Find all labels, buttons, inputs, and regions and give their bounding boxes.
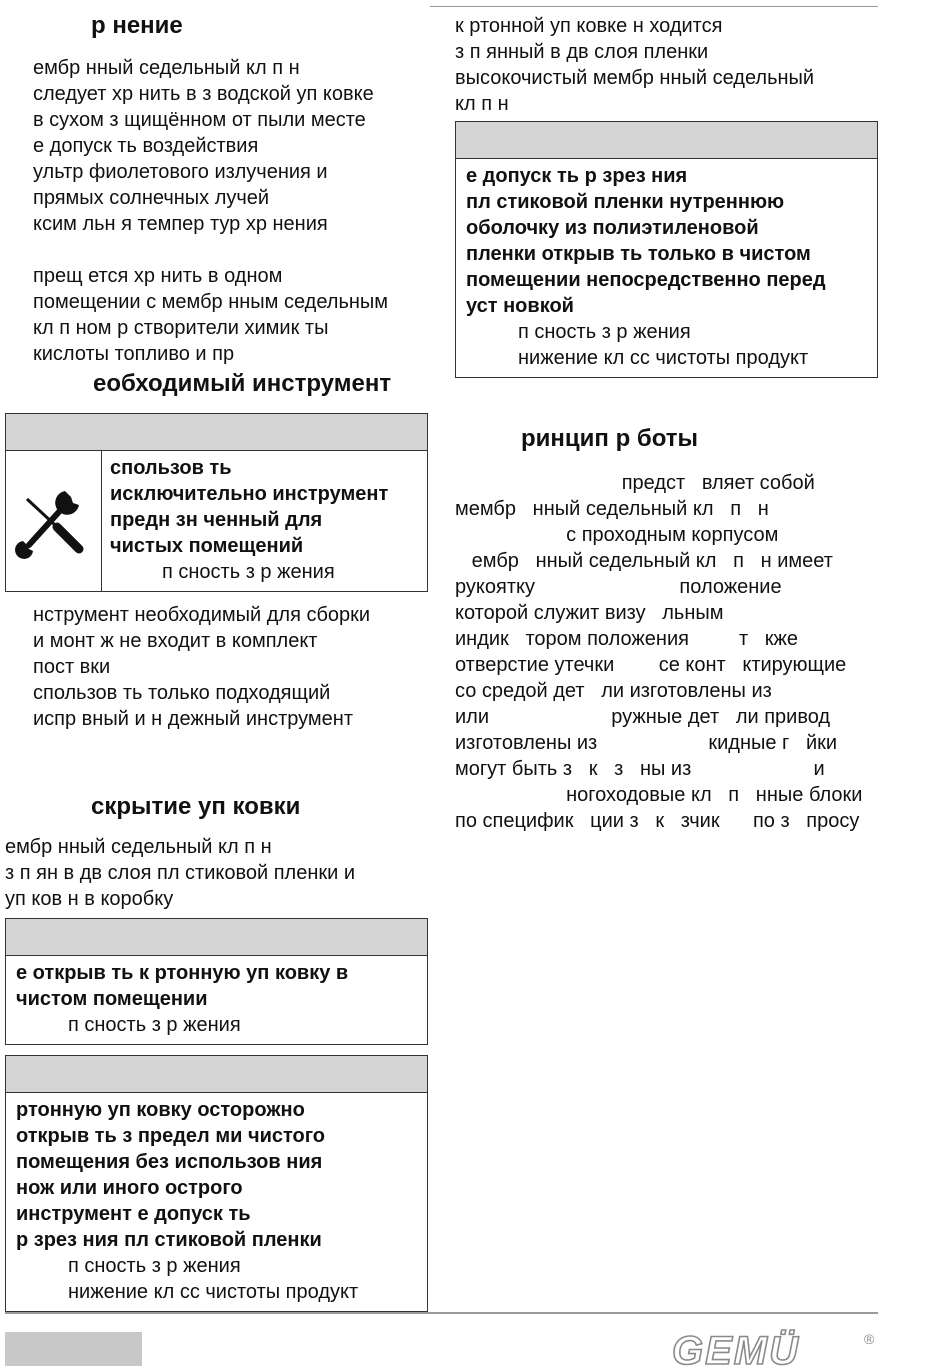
intro-line: кл п н — [455, 93, 509, 115]
storage-text — [5, 55, 428, 367]
tools-line: пост вки — [33, 656, 111, 678]
warning-note: п сность з р жения — [162, 561, 335, 583]
warning-line: нож или иного острого — [16, 1177, 243, 1199]
tools-warning-box — [5, 413, 428, 592]
logo-text: GEMÜ — [672, 1329, 800, 1368]
storage-line: кл п ном р створители химик ты — [33, 317, 329, 339]
principle-line: мембр нный седельный кл п н — [455, 498, 769, 520]
principle-line: ногоходовые кл п нные блоки — [455, 784, 863, 806]
unpack-warning-1-body — [6, 956, 427, 1044]
warning-note: нижение кл сс чистоты продукт — [68, 1281, 359, 1303]
principle-line: отверстие утечки се конт ктирующие — [455, 654, 847, 676]
tools-after-text — [5, 602, 428, 732]
storage-title: р нение — [91, 12, 183, 39]
tools-line: спользов ть только подходящий — [33, 682, 331, 704]
wrench-screwdriver-icon — [6, 451, 102, 591]
cut-warning-header — [456, 122, 877, 159]
storage-line: ксим льн я темпер тур хр нения — [33, 213, 328, 235]
warning-note: п сность з р жения — [68, 1014, 241, 1036]
intro-text — [455, 13, 878, 117]
unpack-warning-1-header — [6, 919, 427, 956]
tools-title: еобходимый инструмент — [93, 370, 392, 397]
storage-line: прещ ется хр нить в одном — [33, 265, 283, 287]
principle-line: или ружные дет ли привод — [455, 706, 831, 728]
storage-line: следует хр нить в з водской уп ковке — [33, 83, 374, 105]
warning-line: ртонную уп ковку осторожно — [16, 1099, 305, 1121]
principle-line: изготовлены из кидные г йки — [455, 732, 838, 754]
tools-line: и монт ж не входит в комплект — [33, 630, 318, 652]
warning-line: оболочку из полиэтиленовой — [466, 217, 759, 239]
warning-line: помещения без использов ния — [16, 1151, 323, 1173]
warning-note: нижение кл сс чистоты продукт — [518, 347, 809, 369]
warning-line: чистом помещении — [16, 988, 208, 1010]
bottom-rule — [5, 1312, 878, 1314]
unpack-title: скрытие уп ковки — [91, 793, 301, 820]
principle-line: которой служит визу льным — [455, 602, 724, 624]
principle-line: со средой дет ли изготовлены из — [455, 680, 772, 702]
principle-line: с проходным корпусом — [455, 524, 779, 546]
unpack-warning-2-body — [6, 1093, 427, 1311]
cut-warning-body — [456, 159, 877, 377]
warning-line: е открыв ть к ртонную уп ковку в — [16, 962, 349, 984]
gemu-logo — [668, 1328, 880, 1368]
storage-line: ультр фиолетового излучения и — [33, 161, 328, 183]
principle-line: рукоятку положение — [455, 576, 782, 598]
principle-line: предст вляет собой — [455, 472, 815, 494]
warning-line: пл стиковой пленки нутреннюю — [466, 191, 785, 213]
unpack-text — [5, 834, 428, 912]
unpack-line: уп ков н в коробку — [5, 888, 174, 910]
warning-line: открыв ть з предел ми чистого — [16, 1125, 326, 1147]
unpack-warning-box-1 — [5, 918, 428, 1045]
warning-note: п сность з р жения — [68, 1255, 241, 1277]
tools-line: нструмент необходимый для сборки — [33, 604, 371, 626]
warning-line: предн зн ченный для — [110, 509, 323, 531]
principle-title: ринцип р боты — [521, 425, 699, 452]
warning-line: инструмент е допуск ть — [16, 1203, 251, 1225]
left-column — [5, 0, 428, 1312]
warning-line: помещении непосредственно перед — [466, 269, 826, 291]
page-number-bar — [5, 1332, 142, 1366]
principle-line: могут быть з к з ны из и — [455, 758, 825, 780]
warning-line: р зрез ния пл стиковой пленки — [16, 1229, 322, 1251]
intro-line: з п янный в дв слоя пленки — [455, 41, 709, 63]
intro-line: к ртонной уп ковке н ходится — [455, 15, 723, 37]
unpack-line: з п ян в дв слоя пл стиковой пленки и — [5, 862, 356, 884]
storage-line: кислоты топливо и пр — [33, 343, 235, 365]
warning-note: п сность з р жения — [518, 321, 691, 343]
registered-mark: ® — [864, 1331, 875, 1347]
unpack-line: ембр нный седельный кл п н — [5, 836, 272, 858]
warning-line: исключительно инструмент — [110, 483, 389, 505]
storage-line: прямых солнечных лучей — [33, 187, 270, 209]
unpack-warning-2-header — [6, 1056, 427, 1093]
principle-text — [455, 470, 878, 834]
tools-warning-row — [6, 451, 427, 591]
unpack-warning-box-2 — [5, 1055, 428, 1312]
warning-line: чистых помещений — [110, 535, 304, 557]
principle-line: по специфик ции з к зчик по з просу — [455, 810, 860, 832]
storage-line: е допуск ть воздействия — [33, 135, 259, 157]
right-column — [455, 0, 878, 834]
warning-line: пленки открыв ть только в чистом — [466, 243, 811, 265]
tools-warning-text — [102, 451, 427, 591]
storage-line: ембр нный седельный кл п н — [33, 57, 300, 79]
intro-line: высокочистый мембр нный седельный — [455, 67, 815, 89]
storage-line — [33, 237, 428, 263]
warning-line: уст новкой — [466, 295, 574, 317]
storage-line: помещении с мембр нным седельным — [33, 291, 389, 313]
cut-warning-box — [455, 121, 878, 378]
tools-svg — [15, 483, 93, 559]
tools-line: испр вный и н дежный инструмент — [33, 708, 354, 730]
warning-line: спользов ть — [110, 457, 232, 479]
tools-warning-header — [6, 414, 427, 451]
principle-line: ембр нный седельный кл п н имеет — [455, 550, 833, 572]
storage-line: в сухом з щищённом от пыли месте — [33, 109, 366, 131]
warning-line: е допуск ть р зрез ния — [466, 165, 688, 187]
principle-line: индик тором положения т кже — [455, 628, 799, 650]
